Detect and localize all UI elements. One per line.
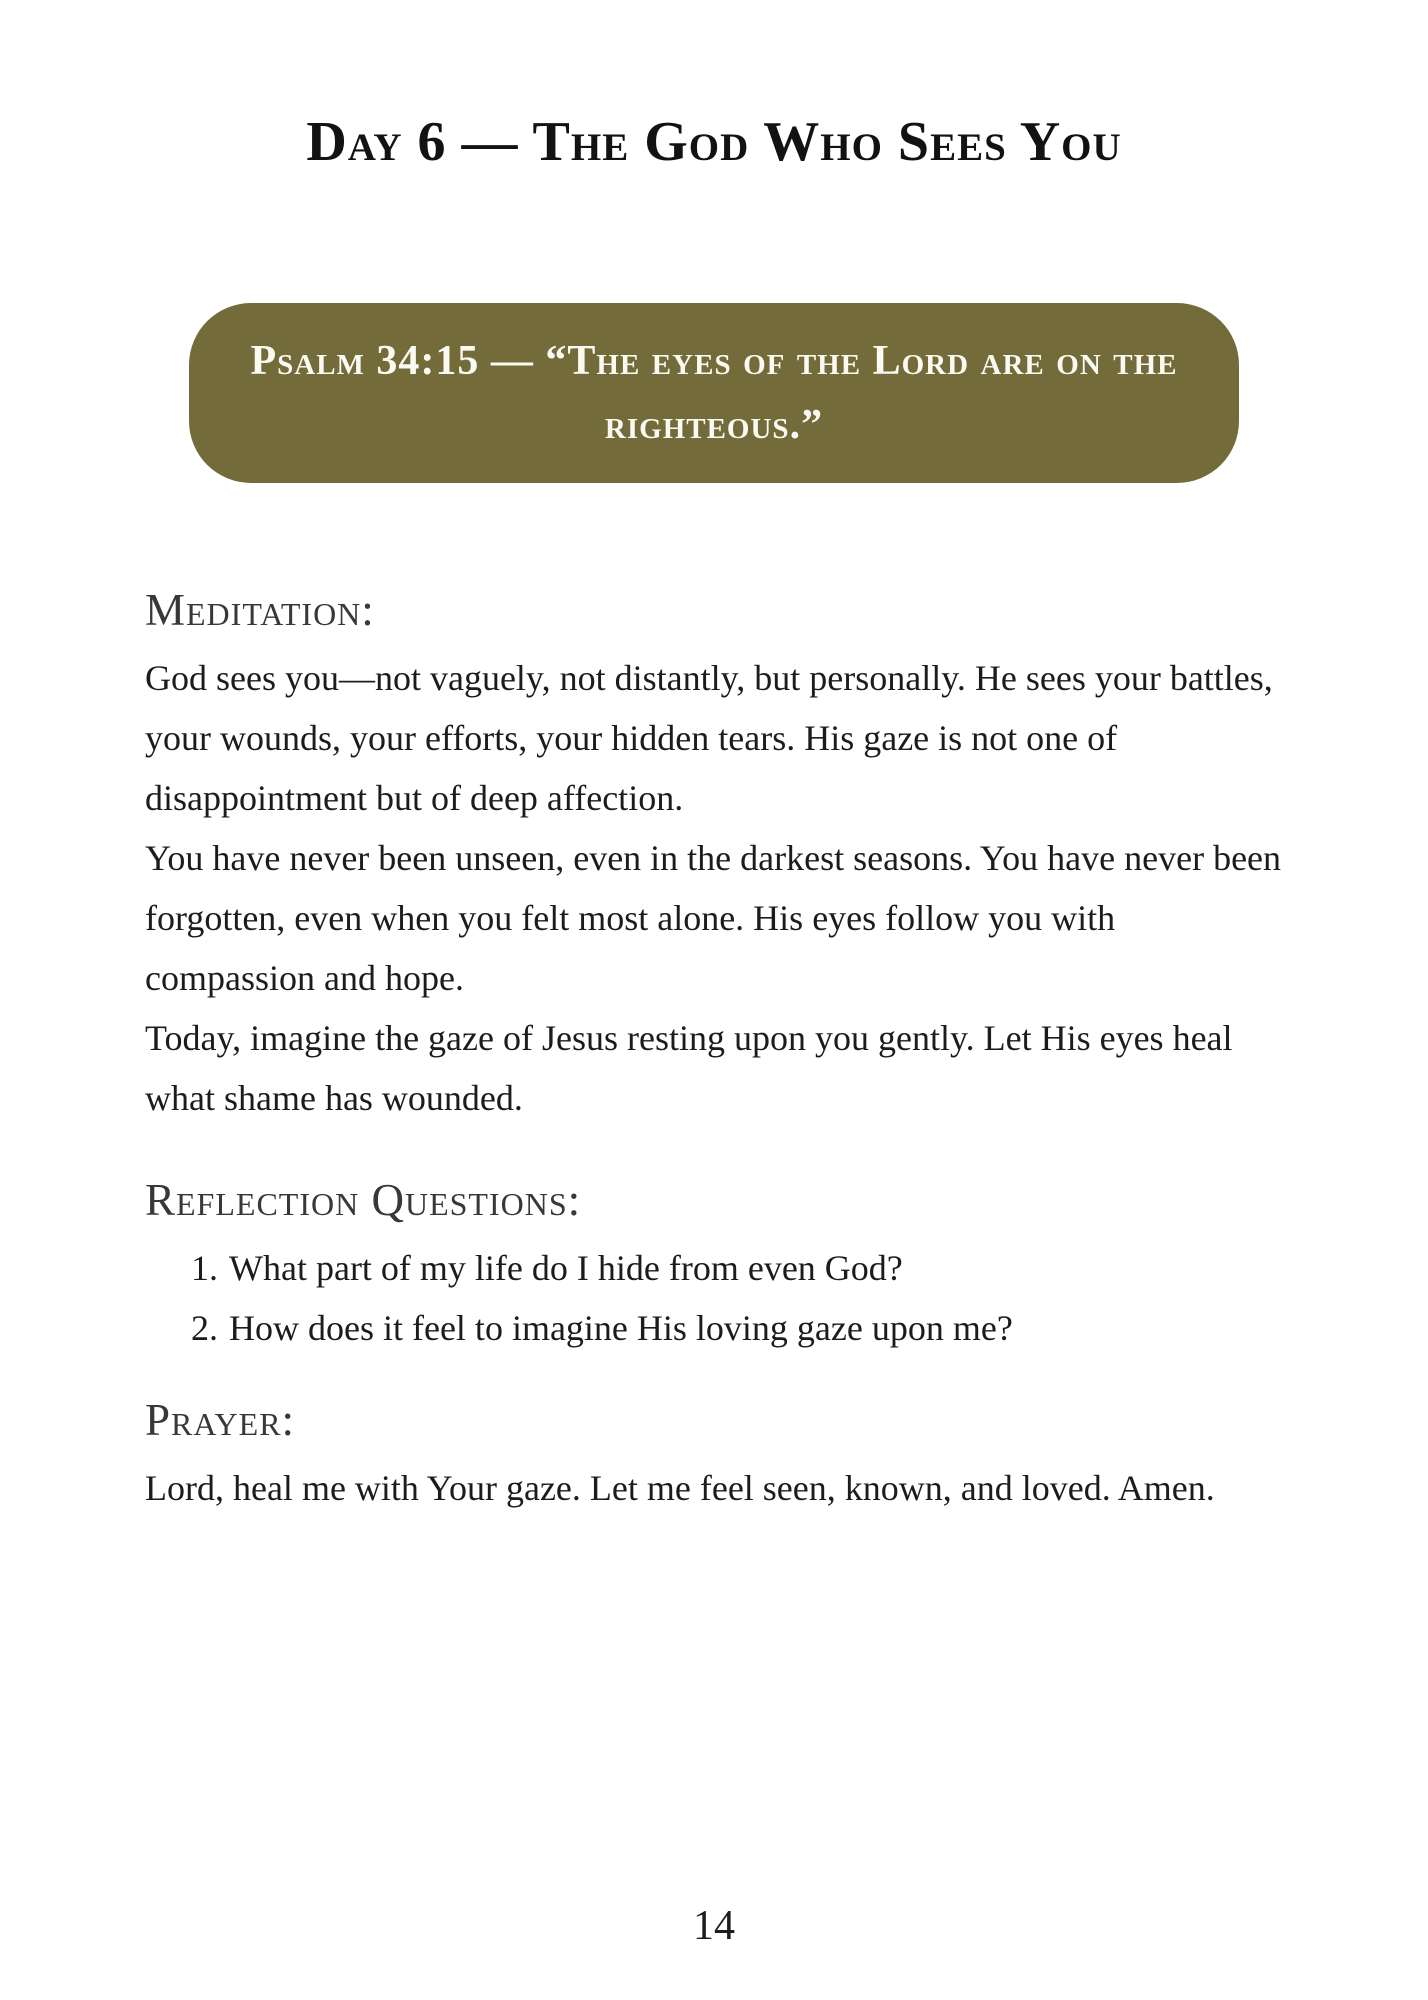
reflection-question: 2. How does it feel to imagine His loving gaze upon me? xyxy=(227,1298,1285,1358)
prayer-heading: Prayer: xyxy=(145,1395,296,1445)
page-number: 14 xyxy=(693,1903,735,1949)
reflection-question-list xyxy=(145,1238,1285,1358)
meditation-heading: Meditation: xyxy=(145,585,375,635)
meditation-paragraph: God sees you—not vaguely, not distantly, but personally. He sees your battles, your wounds, your efforts, your hidden tears. His gaze is not one of disappointment but of deep affection. xyxy=(145,657,1273,818)
prayer-section xyxy=(145,1391,1285,1518)
verse-badge xyxy=(189,303,1239,483)
meditation-section xyxy=(145,581,1285,1128)
page-title: Day 6 — The God Who Sees You xyxy=(306,111,1122,173)
prayer-text: Lord, heal me with Your gaze. Let me feel seen, known, and loved. Amen. xyxy=(145,1467,1215,1508)
meditation-paragraph: You have never been unseen, even in the darkest seasons. You have never been forgotten, even when you felt most alone. His eyes follow you with compassion and hope. xyxy=(145,837,1282,998)
reflection-section xyxy=(145,1171,1285,1358)
reflection-question: 1. What part of my life do I hide from even God? xyxy=(227,1238,1285,1298)
reflection-heading: Reflection Questions: xyxy=(145,1175,582,1225)
verse-text: Psalm 34:15 — “The eyes of the Lord are on the righteous.” xyxy=(250,338,1178,448)
meditation-paragraph: Today, imagine the gaze of Jesus resting upon you gently. Let His eyes heal what shame has wounded. xyxy=(145,1017,1233,1118)
